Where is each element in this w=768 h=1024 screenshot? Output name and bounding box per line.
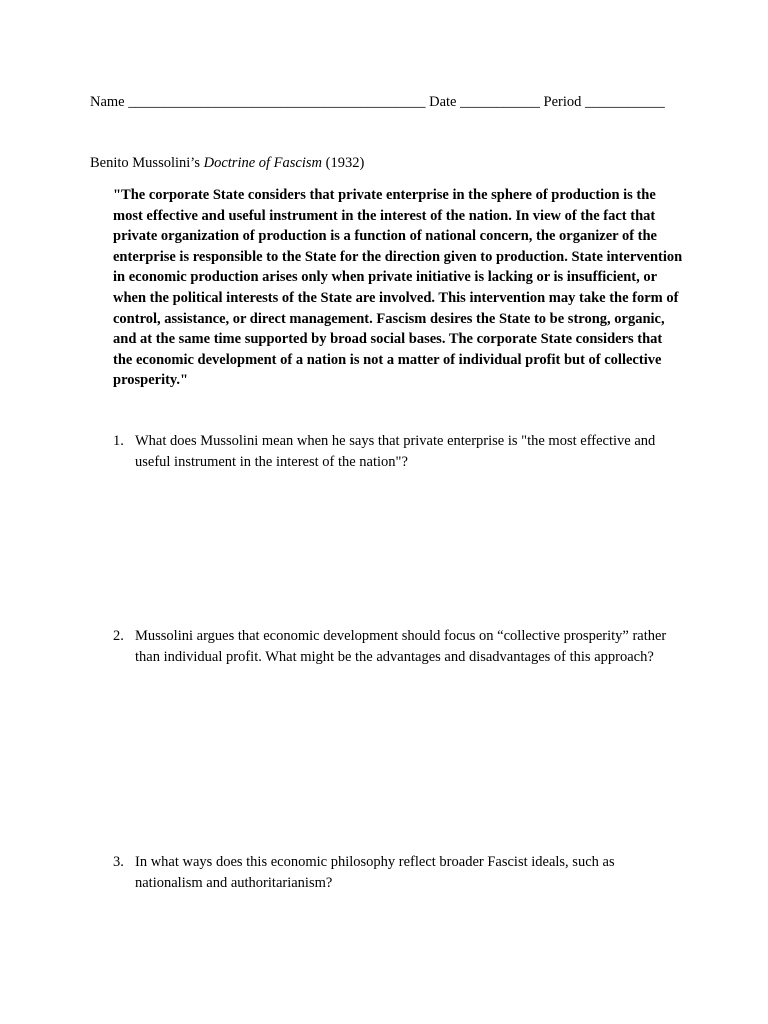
source-author: Benito Mussolini’s bbox=[90, 155, 200, 171]
question-text: What does Mussolini mean when he says that private enterprise is "the most effective and useful instrument in the interest of the nation"? bbox=[135, 433, 656, 470]
date-label: Date bbox=[429, 94, 457, 110]
period-blank: ___________ bbox=[584, 94, 665, 110]
question-number: 1. bbox=[113, 433, 124, 449]
source-year: (1932) bbox=[325, 155, 365, 171]
question-number: 3. bbox=[113, 854, 124, 870]
name-label: Name bbox=[90, 94, 125, 110]
question-number: 2. bbox=[113, 628, 124, 644]
question-text: In what ways does this economic philosophy reflect broader Fascist ideals, such as nationalism and authoritarianism? bbox=[135, 854, 615, 891]
student-info-line bbox=[90, 93, 665, 111]
primary-source-quote: "The corporate State considers that private enterprise in the sphere of production is the most effective and useful instrument in the interest of the nation. In view of the fact that private organization of production is a function of national concern, the organizer of the enterprise is responsible to the State for the direction given to production. State intervention in economic production arises only when private initiative is lacking or is insufficient, or when the political interests of the State are involved. This intervention may take the form of control, assistance, or direct management. Fascism desires the State to be strong, organic, and at the same time supported by broad social bases. The corporate State considers that the economic development of a nation is not a matter of individual profit but of collective prosperity." bbox=[113, 187, 683, 389]
period-label: Period bbox=[543, 94, 582, 110]
name-blank: _________________________________________ bbox=[128, 94, 426, 110]
source-work-title: Doctrine of Fascism bbox=[203, 155, 323, 171]
question-2 bbox=[113, 626, 683, 667]
question-1 bbox=[113, 431, 683, 472]
date-blank: ___________ bbox=[460, 94, 540, 110]
question-3 bbox=[113, 852, 683, 893]
source-citation bbox=[90, 154, 364, 172]
question-text: Mussolini argues that economic development should focus on “collective prosperity” rather than individual profit. What might be the advantages and disadvantages of this approach? bbox=[135, 628, 667, 665]
